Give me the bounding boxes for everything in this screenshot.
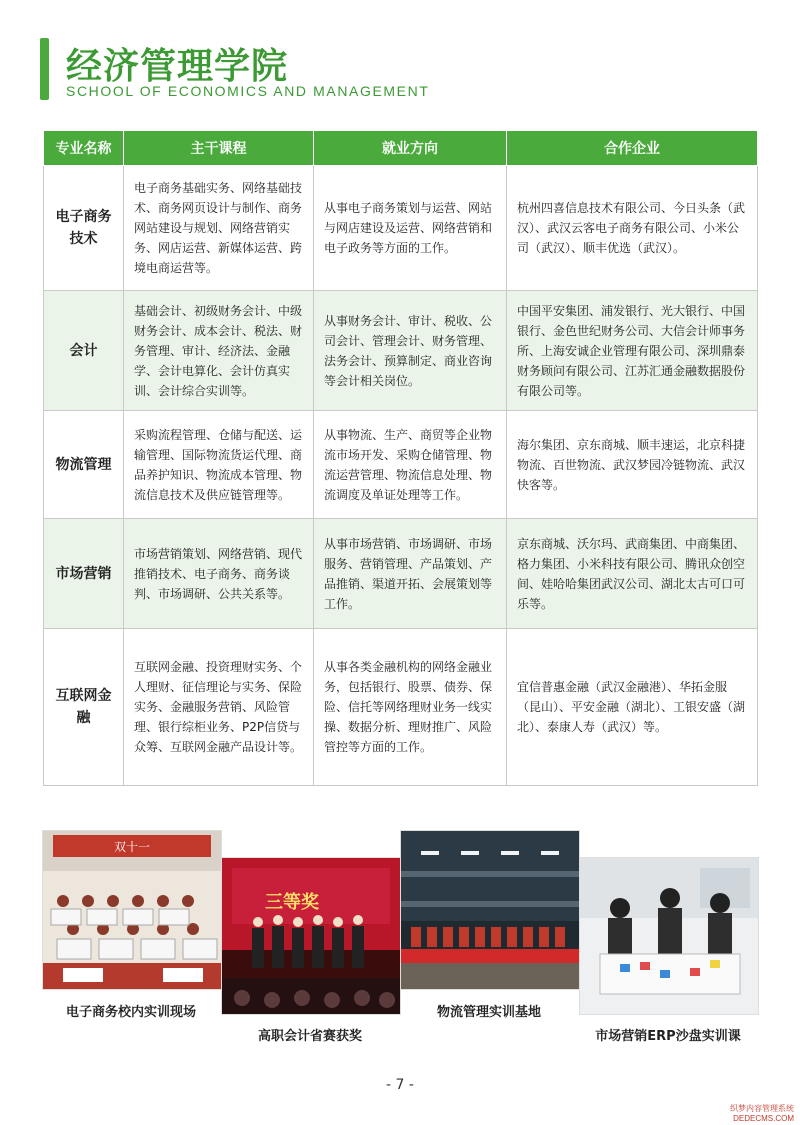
photo-banner-text: 三等奖 xyxy=(265,892,319,913)
major-name: 互联网金融 xyxy=(44,629,124,786)
major-name: 会计 xyxy=(44,291,124,411)
major-name: 电子商务技术 xyxy=(44,166,124,291)
photo-caption: 高职会计省赛获奖 xyxy=(257,1029,362,1044)
major-courses: 采购流程管理、仓储与配送、运输管理、国际物流货运代理、商品养护知识、物流成本管理、物流信息技术及供应链管理等。 xyxy=(124,411,314,519)
major-name: 市场营销 xyxy=(44,519,124,629)
photo-caption: 电子商务校内实训现场 xyxy=(65,1005,196,1020)
table-row xyxy=(44,291,758,411)
major-partners: 海尔集团、京东商城、顺丰速运，北京科捷物流、百世物流、武汉梦园冷链物流、武汉快客等。 xyxy=(507,411,758,519)
major-courses: 互联网金融、投资理财实务、个人理财、征信理论与实务、保险实务、金融服务营销、风险管理、银行综柜业务、P2P信贷与众筹、互联网金融产品设计等。 xyxy=(124,629,314,786)
major-partners: 杭州四喜信息技术有限公司、今日头条（武汉）、武汉云客电子商务有限公司、小米公司（武汉）、顺丰优选（武汉）。 xyxy=(507,166,758,291)
major-careers: 从事市场营销、市场调研、市场服务、营销管理、产品策划、产品推销、渠道开拓、会展策划等工作。 xyxy=(314,519,507,629)
photo-ecommerce-training xyxy=(42,830,222,990)
majors-table xyxy=(43,130,758,786)
photo-marketing-erp xyxy=(579,857,759,1015)
page-number: - 7 - xyxy=(386,1077,414,1093)
major-name: 物流管理 xyxy=(44,411,124,519)
major-partners: 京东商城、沃尔玛、武商集团、中商集团、格力集团、小米科技有限公司、腾讯众创空间、娃哈哈集团武汉公司、湖北太古可口可乐等。 xyxy=(507,519,758,629)
major-partners: 中国平安集团、浦发银行、光大银行、中国银行、金色世纪财务公司、大信会计师事务所、上海安诚企业管理有限公司、深圳鼎泰财务顾问有限公司、江苏汇通金融数据股份有限公司等。 xyxy=(507,291,758,411)
table-row xyxy=(44,411,758,519)
photo-caption: 市场营销ERP沙盘实训课 xyxy=(595,1029,741,1044)
watermark-line2: DEDECMS.COM xyxy=(733,1114,794,1123)
page-title: 经济管理学院 xyxy=(66,46,289,87)
header-careers: 就业方向 xyxy=(314,131,507,166)
major-careers: 从事各类金融机构的网络金融业务，包括银行、股票、债券、保险、信托等网络理财业务一线实操、数据分析、理财推广、风险管控等方面的工作。 xyxy=(314,629,507,786)
photo-banner-text: 双十一 xyxy=(113,840,151,854)
sandtable-class-image xyxy=(580,858,758,1014)
header-partners: 合作企业 xyxy=(507,131,758,166)
major-courses: 市场营销策划、网络营销、现代推销技术、电子商务、商务谈判、市场调研、公共关系等。 xyxy=(124,519,314,629)
page-subtitle: SCHOOL OF ECONOMICS AND MANAGEMENT xyxy=(66,83,430,99)
table-row xyxy=(44,166,758,291)
major-partners: 宜信普惠金融（武汉金融港）、华拓金服（昆山）、平安金融（湖北）、工银安盛（湖北）、泰康人寿（武汉）等。 xyxy=(507,629,758,786)
major-courses: 电子商务基础实务、网络基础技术、商务网页设计与制作、商务网站建设与规划、网络营销实务、网店运营、新媒体运营、跨境电商运营等。 xyxy=(124,166,314,291)
photo-accounting-award xyxy=(221,857,401,1015)
major-courses: 基础会计、初级财务会计、中级财务会计、成本会计、税法、财务管理、审计、经济法、金融学、会计电算化、会计仿真实训、会计综合实训等。 xyxy=(124,291,314,411)
major-careers: 从事电子商务策划与运营、网站与网店建设及运营、网络营销和电子政务等方面的工作。 xyxy=(314,166,507,291)
watermark xyxy=(730,1104,794,1124)
photo-logistics-base xyxy=(400,830,580,990)
table-row xyxy=(44,519,758,629)
ecommerce-classroom-image xyxy=(43,831,221,989)
major-careers: 从事物流、生产、商贸等企业物流市场开发、采购仓储管理、物流运营管理、物流信息处理、物流调度及单证处理等工作。 xyxy=(314,411,507,519)
table-header-row xyxy=(44,131,758,166)
photo-caption: 物流管理实训基地 xyxy=(436,1005,541,1020)
watermark-line1: 织梦内容管理系统 xyxy=(730,1104,794,1113)
header-major-name: 专业名称 xyxy=(44,131,124,166)
award-stage-image xyxy=(222,858,400,1014)
header-courses: 主干课程 xyxy=(124,131,314,166)
table-row xyxy=(44,629,758,786)
accent-bar xyxy=(40,38,49,100)
warehouse-image xyxy=(401,831,579,989)
major-careers: 从事财务会计、审计、税收、公司会计、管理会计、财务管理、法务会计、预算制定、商业咨询等会计相关岗位。 xyxy=(314,291,507,411)
